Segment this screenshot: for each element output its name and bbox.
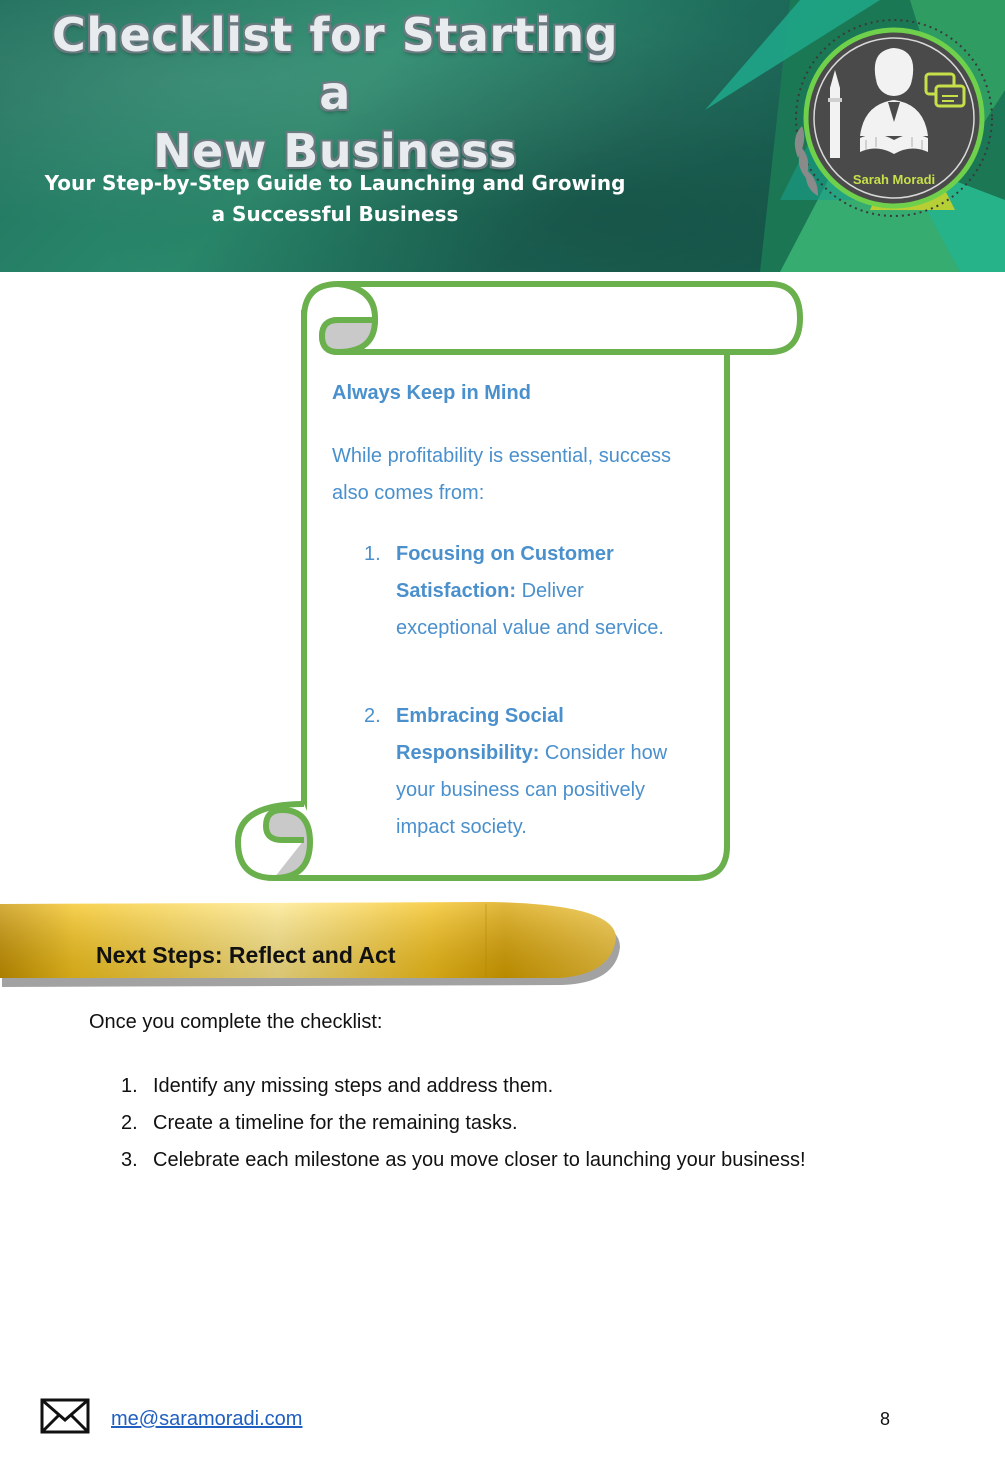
page-subtitle bbox=[40, 168, 630, 230]
list-item bbox=[121, 1105, 806, 1142]
list-item-text: Identify any missing steps and address them. bbox=[153, 1075, 554, 1097]
footer-email-link[interactable]: me@saramoradi.com bbox=[111, 1408, 303, 1430]
list-item bbox=[121, 1068, 806, 1105]
list-item-number: 3. bbox=[121, 1149, 138, 1171]
page-title-line2: New Business bbox=[153, 124, 517, 178]
mail-icon bbox=[40, 1398, 90, 1434]
callout-intro-line2: also comes from: bbox=[332, 482, 485, 504]
list-item-number: 2. bbox=[121, 1112, 138, 1134]
list-item-text: Create a timeline for the remaining tasks. bbox=[153, 1112, 518, 1134]
list-item-text: exceptional value and service. bbox=[396, 617, 664, 639]
list-item-text: Consider how bbox=[539, 742, 668, 764]
callout-intro-line1: While profitability is essential, success bbox=[332, 445, 672, 467]
list-item bbox=[121, 1142, 806, 1179]
callout-heading: Always Keep in Mind bbox=[332, 382, 531, 404]
page-title-line1: Checklist for Starting a bbox=[51, 8, 619, 120]
list-item bbox=[332, 698, 712, 846]
brand-logo bbox=[776, 18, 1005, 218]
logo-text: Sarah Moradi bbox=[852, 172, 936, 187]
list-item bbox=[332, 536, 712, 647]
callout-list bbox=[332, 536, 712, 846]
header-banner bbox=[0, 0, 1005, 272]
callout-content bbox=[332, 374, 712, 846]
section-heading: Next Steps: Reflect and Act bbox=[96, 942, 396, 968]
list-item-bold: Responsibility: bbox=[396, 742, 540, 764]
list-item-bold: Embracing Social bbox=[396, 705, 564, 727]
callout-intro bbox=[332, 438, 712, 512]
list-item-text: Deliver bbox=[516, 580, 584, 602]
list-item-bold: Satisfaction: bbox=[396, 580, 517, 602]
page-title bbox=[40, 6, 630, 180]
next-steps-intro: Once you complete the checklist: bbox=[89, 1011, 383, 1033]
list-item-text: Celebrate each milestone as you move closer to launching your business! bbox=[153, 1149, 806, 1171]
list-item-number: 1. bbox=[121, 1075, 138, 1097]
list-item-number: 1. bbox=[364, 543, 381, 565]
next-steps-list bbox=[121, 1068, 806, 1179]
page-subtitle-line2: a Successful Business bbox=[211, 202, 459, 226]
page-number: 8 bbox=[880, 1409, 891, 1429]
list-item-number: 2. bbox=[364, 705, 381, 727]
list-item-text: impact society. bbox=[396, 816, 527, 838]
page-subtitle-line1: Your Step-by-Step Guide to Launching and Growing bbox=[44, 171, 626, 195]
list-item-bold: Focusing on Customer bbox=[396, 543, 614, 565]
list-item-text: your business can positively bbox=[396, 779, 646, 801]
